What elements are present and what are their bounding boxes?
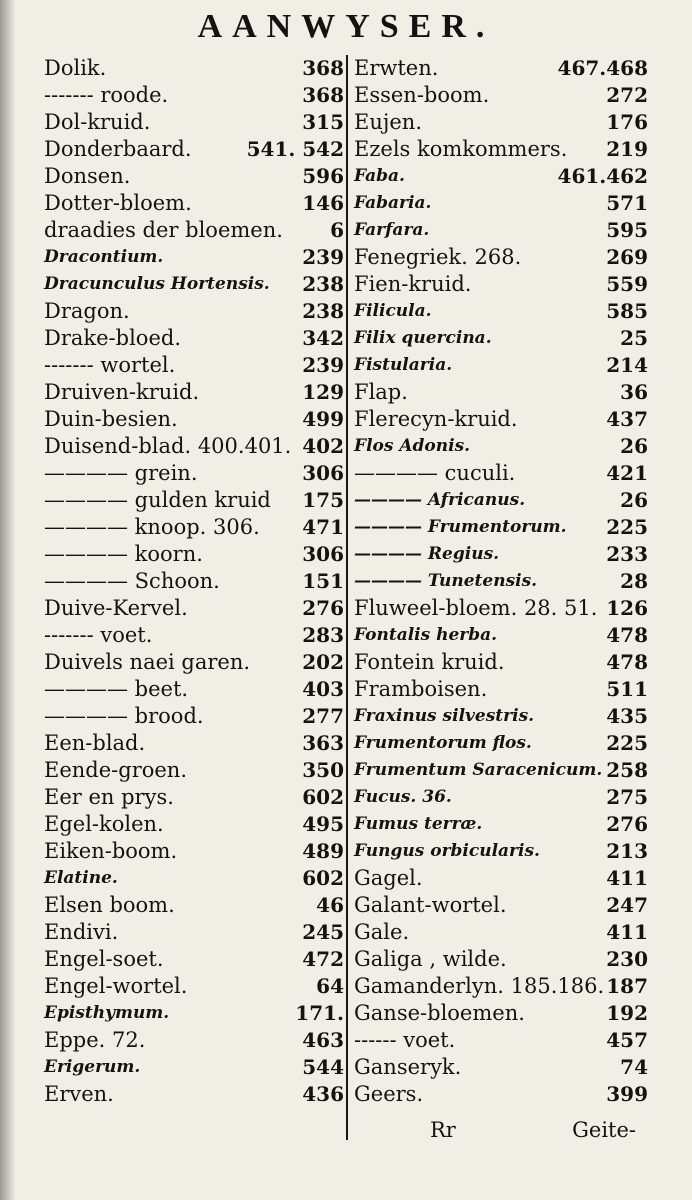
left-index-column — [44, 55, 344, 1108]
entry-page-number: 363 — [302, 731, 344, 755]
index-entry — [44, 190, 344, 217]
entry-term: Eende-groen. — [44, 758, 188, 782]
index-entry — [354, 271, 648, 298]
entry-term: Duivels naei garen. — [44, 650, 251, 674]
index-entry — [44, 352, 344, 379]
entry-page-number: 602 — [302, 785, 344, 809]
entry-page-number: 411 — [606, 866, 648, 890]
entry-page-number: 238 — [302, 272, 344, 296]
entry-page-number: 175 — [302, 488, 344, 512]
entry-page-number: 146 — [302, 191, 344, 215]
index-entry — [354, 946, 648, 973]
index-entry — [44, 649, 344, 676]
index-entry — [44, 973, 344, 1000]
index-entry — [354, 919, 648, 946]
entry-page-number: 230 — [606, 947, 648, 971]
index-entry — [44, 730, 344, 757]
entry-page-number: 277 — [302, 704, 344, 728]
index-entry — [44, 865, 344, 892]
entry-term: Fucus. 36. — [354, 787, 452, 807]
entry-page-number: 129 — [302, 380, 344, 404]
entry-term: Een-blad. — [44, 731, 146, 755]
index-entry — [354, 460, 648, 487]
entry-page-number: 245 — [302, 920, 344, 944]
index-entry — [354, 298, 648, 325]
index-entry — [354, 109, 648, 136]
index-entry — [44, 514, 344, 541]
index-entry — [354, 1000, 648, 1027]
entry-term: Fenegriek. 268. — [354, 245, 522, 269]
index-entry — [44, 244, 344, 271]
entry-term: Fluweel-bloem. 28. 51. — [354, 596, 598, 620]
entry-page-number: 269 — [606, 245, 648, 269]
entry-term: Frumentorum flos. — [354, 733, 532, 753]
index-entry — [44, 919, 344, 946]
entry-page-number: 176 — [606, 110, 648, 134]
entry-term: ------- wortel. — [44, 353, 176, 377]
entry-page-number: 171. — [295, 1001, 344, 1025]
index-entry — [44, 271, 344, 298]
entry-page-number: 368 — [302, 56, 344, 80]
entry-page-number: 25 — [620, 326, 648, 350]
entry-term: ———— grein. — [44, 461, 198, 485]
index-entry — [354, 676, 648, 703]
entry-page-number: 213 — [606, 839, 648, 863]
entry-page-number: 478 — [606, 650, 648, 674]
entry-term: Eer en prys. — [44, 785, 174, 809]
index-entry — [44, 379, 344, 406]
entry-term: Fabaria. — [354, 193, 432, 213]
index-entry — [44, 136, 344, 163]
entry-page-number: 126 — [606, 596, 648, 620]
index-entry — [354, 865, 648, 892]
entry-page-number: 471 — [302, 515, 344, 539]
index-entry — [354, 541, 648, 568]
entry-term: Fungus orbicularis. — [354, 841, 540, 861]
right-index-column — [354, 55, 648, 1108]
entry-page-number: 214 — [606, 353, 648, 377]
entry-page-number: 595 — [606, 218, 648, 242]
entry-term: Eppe. 72. — [44, 1028, 146, 1052]
entry-page-number: 283 — [302, 623, 344, 647]
entry-term: Dotter-bloem. — [44, 191, 192, 215]
entry-term: Dracontium. — [44, 247, 164, 267]
entry-term: Frumentum Saracenicum. — [354, 760, 603, 780]
entry-term: ———— knoop. 306. — [44, 515, 260, 539]
index-entry — [44, 811, 344, 838]
entry-term: Dolik. — [44, 56, 107, 80]
index-entry — [44, 163, 344, 190]
index-entry — [44, 595, 344, 622]
entry-term: Dol-kruid. — [44, 110, 151, 134]
entry-page-number: 495 — [302, 812, 344, 836]
entry-page-number: 499 — [302, 407, 344, 431]
entry-page-number: 28 — [620, 569, 648, 593]
entry-term: Erven. — [44, 1082, 114, 1106]
entry-page-number: 36 — [620, 380, 648, 404]
entry-page-number: 74 — [620, 1055, 648, 1079]
entry-page-number: 399 — [606, 1082, 648, 1106]
entry-term: Gamanderlyn. 185.186. — [354, 974, 605, 998]
index-entry — [354, 190, 648, 217]
index-entry — [44, 703, 344, 730]
index-entry — [354, 703, 648, 730]
entry-term: Filix quercina. — [354, 328, 492, 348]
entry-term: ———— Schoon. — [44, 569, 220, 593]
entry-page-number: 437 — [606, 407, 648, 431]
index-entry — [354, 406, 648, 433]
index-entry — [354, 811, 648, 838]
entry-term: Dracunculus Hortensis. — [44, 274, 270, 294]
entry-page-number: 6 — [330, 218, 344, 242]
entry-page-number: 472 — [302, 947, 344, 971]
entry-term: ———— Frumentorum. — [354, 517, 567, 537]
entry-term: ———— Tunetensis. — [354, 571, 538, 591]
index-entry — [354, 892, 648, 919]
entry-page-number: 368 — [302, 83, 344, 107]
entry-page-number: 457 — [606, 1028, 648, 1052]
entry-term: Duive-Kervel. — [44, 596, 188, 620]
entry-term: ———— Africanus. — [354, 490, 526, 510]
index-entry — [354, 244, 648, 271]
entry-page-number: 233 — [606, 542, 648, 566]
index-entry — [44, 325, 344, 352]
entry-term: Framboisen. — [354, 677, 488, 701]
entry-page-number: 238 — [302, 299, 344, 323]
entry-page-number: 403 — [302, 677, 344, 701]
index-entry — [354, 622, 648, 649]
signature-mark: Rr — [430, 1118, 456, 1142]
entry-page-number: 272 — [606, 83, 648, 107]
entry-term: Essen-boom. — [354, 83, 490, 107]
entry-page-number: 46 — [316, 893, 344, 917]
index-entry — [44, 946, 344, 973]
index-entry — [44, 1027, 344, 1054]
entry-page-number: 461.462 — [557, 164, 648, 188]
entry-term: Ezels komkommers. — [354, 137, 568, 161]
index-entry — [44, 460, 344, 487]
index-entry — [44, 487, 344, 514]
index-entry — [44, 298, 344, 325]
page-edge-shadow — [0, 0, 16, 1200]
index-entry — [44, 433, 344, 460]
entry-page-number: 151 — [302, 569, 344, 593]
entry-term: Flap. — [354, 380, 408, 404]
entry-term: Engel-wortel. — [44, 974, 188, 998]
index-entry — [354, 973, 648, 1000]
entry-term: Fumus terræ. — [354, 814, 483, 834]
page-title: AANWYSER. — [197, 8, 495, 45]
entry-page-number: 585 — [606, 299, 648, 323]
index-entry — [44, 784, 344, 811]
entry-page-number: 225 — [606, 515, 648, 539]
entry-page-number: 511 — [606, 677, 648, 701]
index-entry — [354, 163, 648, 190]
entry-term: Ganse-bloemen. — [354, 1001, 525, 1025]
index-entry — [354, 433, 648, 460]
index-entry — [354, 379, 648, 406]
entry-page-number: 26 — [620, 488, 648, 512]
entry-term: Faba. — [354, 166, 405, 186]
entry-page-number: 306 — [302, 542, 344, 566]
entry-term: Filicula. — [354, 301, 432, 321]
entry-page-number: 202 — [302, 650, 344, 674]
entry-page-number: 219 — [606, 137, 648, 161]
entry-page-number: 247 — [606, 893, 648, 917]
entry-page-number: 435 — [606, 704, 648, 728]
entry-term: Galiga , wilde. — [354, 947, 507, 971]
entry-term: ———— Regius. — [354, 544, 500, 564]
entry-term: Elatine. — [44, 868, 118, 888]
index-entry — [44, 1081, 344, 1108]
entry-term: Fien-kruid. — [354, 272, 472, 296]
entry-page-number: 342 — [302, 326, 344, 350]
index-entry — [44, 109, 344, 136]
entry-page-number: 571 — [606, 191, 648, 215]
entry-term: Druiven-kruid. — [44, 380, 200, 404]
index-entry — [354, 136, 648, 163]
entry-page-number: 602 — [302, 866, 344, 890]
index-entry — [44, 1000, 344, 1027]
entry-term: Episthymum. — [44, 1003, 170, 1023]
index-entry — [44, 406, 344, 433]
entry-page-number: 478 — [606, 623, 648, 647]
index-entry — [354, 514, 648, 541]
entry-page-number: 467.468 — [557, 56, 648, 80]
index-entry — [354, 55, 648, 82]
entry-page-number: 276 — [302, 596, 344, 620]
entry-term: Flerecyn-kruid. — [354, 407, 518, 431]
index-entry — [354, 352, 648, 379]
page-footer — [0, 1118, 692, 1148]
index-entry — [354, 487, 648, 514]
index-entry — [354, 82, 648, 109]
entry-page-number: 239 — [302, 245, 344, 269]
index-entry — [354, 325, 648, 352]
entry-term: ———— koorn. — [44, 542, 203, 566]
entry-term: ———— gulden kruid — [44, 488, 271, 512]
entry-term: ———— beet. — [44, 677, 189, 701]
entry-term: Duin-besien. — [44, 407, 178, 431]
index-entry — [354, 217, 648, 244]
entry-term: Erigerum. — [44, 1057, 141, 1077]
entry-page-number: 544 — [302, 1055, 344, 1079]
entry-term: draadies der bloemen. — [44, 218, 283, 242]
entry-term: Galant-wortel. — [354, 893, 507, 917]
entry-term: Ganseryk. — [354, 1055, 462, 1079]
index-entry — [354, 1027, 648, 1054]
entry-term: Eiken-boom. — [44, 839, 178, 863]
entry-term: Flos Adonis. — [354, 436, 471, 456]
entry-term: ------- voet. — [44, 623, 153, 647]
entry-page-number: 306 — [302, 461, 344, 485]
entry-page-number: 596 — [302, 164, 344, 188]
entry-term: Fraxinus silvestris. — [354, 706, 535, 726]
entry-page-number: 26 — [620, 434, 648, 458]
entry-term: ———— cuculi. — [354, 461, 516, 485]
entry-term: Gale. — [354, 920, 410, 944]
index-entry — [44, 55, 344, 82]
entry-page-number: 559 — [606, 272, 648, 296]
index-entry — [44, 622, 344, 649]
entry-page-number: 421 — [606, 461, 648, 485]
entry-term: Donsen. — [44, 164, 131, 188]
column-divider — [346, 55, 348, 1140]
index-entry — [44, 757, 344, 784]
index-entry — [44, 82, 344, 109]
entry-page-number: 350 — [302, 758, 344, 782]
index-entry — [44, 676, 344, 703]
index-entry — [354, 1081, 648, 1108]
entry-term: Endivi. — [44, 920, 119, 944]
entry-term: Farfara. — [354, 220, 430, 240]
index-entry — [44, 541, 344, 568]
entry-term: Egel-kolen. — [44, 812, 164, 836]
index-entry — [354, 838, 648, 865]
entry-page-number: 541. 542 — [246, 137, 344, 161]
entry-page-number: 411 — [606, 920, 648, 944]
catchword: Geite- — [572, 1118, 636, 1142]
index-entry — [354, 784, 648, 811]
entry-page-number: 276 — [606, 812, 648, 836]
entry-page-number: 192 — [606, 1001, 648, 1025]
entry-page-number: 239 — [302, 353, 344, 377]
entry-page-number: 315 — [302, 110, 344, 134]
entry-term: Engel-soet. — [44, 947, 164, 971]
entry-page-number: 225 — [606, 731, 648, 755]
entry-term: ------ voet. — [354, 1028, 456, 1052]
index-entry — [354, 649, 648, 676]
entry-term: Gagel. — [354, 866, 423, 890]
entry-term: Eujen. — [354, 110, 422, 134]
entry-term: ------- roode. — [44, 83, 169, 107]
index-entry — [354, 1054, 648, 1081]
entry-term: Fontalis herba. — [354, 625, 498, 645]
entry-term: Donderbaard. — [44, 137, 192, 161]
entry-term: Elsen boom. — [44, 893, 175, 917]
entry-page-number: 489 — [302, 839, 344, 863]
entry-page-number: 187 — [606, 974, 648, 998]
entry-term: Drake-bloed. — [44, 326, 181, 350]
entry-page-number: 436 — [302, 1082, 344, 1106]
index-entry — [44, 838, 344, 865]
index-entry — [354, 730, 648, 757]
entry-term: ———— brood. — [44, 704, 204, 728]
entry-page-number: 463 — [302, 1028, 344, 1052]
index-entry — [354, 757, 648, 784]
entry-term: Duisend-blad. 400.401. — [44, 434, 292, 458]
entry-page-number: 402 — [302, 434, 344, 458]
entry-term: Fistularia. — [354, 355, 453, 375]
entry-term: Fontein kruid. — [354, 650, 505, 674]
entry-term: Geers. — [354, 1082, 424, 1106]
entry-page-number: 64 — [316, 974, 344, 998]
index-entry — [44, 1054, 344, 1081]
index-entry — [44, 217, 344, 244]
index-entry — [44, 568, 344, 595]
index-entry — [354, 595, 648, 622]
entry-term: Dragon. — [44, 299, 130, 323]
index-entry — [354, 568, 648, 595]
entry-page-number: 275 — [606, 785, 648, 809]
entry-term: Erwten. — [354, 56, 439, 80]
index-entry — [44, 892, 344, 919]
entry-page-number: 258 — [606, 758, 648, 782]
